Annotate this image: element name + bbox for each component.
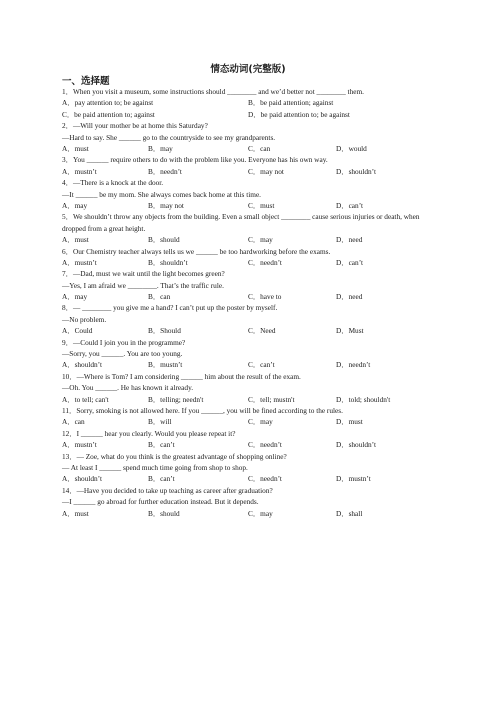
answer-option[interactable]: C．tell; mustn't xyxy=(248,394,295,404)
answer-option[interactable]: C．needn’t xyxy=(248,474,282,484)
options-row xyxy=(62,234,422,245)
answer-option[interactable]: A．must xyxy=(62,235,89,245)
question-stem: 6．Our Chemistry teacher always tells us we ______ be too hardworking before the exams. xyxy=(62,246,331,256)
answer-option[interactable]: A．pay attention to; be against xyxy=(62,98,154,108)
question-item xyxy=(62,177,422,211)
answer-option[interactable]: D．must xyxy=(336,417,363,427)
answer-option[interactable]: B．telling; needn't xyxy=(148,394,204,404)
answer-option[interactable]: B．can xyxy=(148,292,171,302)
question-item xyxy=(62,211,422,245)
answer-option[interactable]: A．to tell; can't xyxy=(62,394,109,404)
answer-option[interactable]: C．can’t xyxy=(248,360,275,370)
question-stem: 1．When you visit a museum, some instructions should ________ and we’d better not ________ them. xyxy=(62,87,364,96)
answer-option[interactable]: D．be paid attention to; be against xyxy=(248,109,350,119)
answer-option[interactable]: B．may xyxy=(148,143,173,153)
options-row xyxy=(62,109,422,120)
answer-option[interactable]: A．must xyxy=(62,143,89,153)
question-dialogue-line: —I ______ go abroad for further education instead. But it depends. xyxy=(62,497,259,507)
answer-option[interactable]: A．mustn’t xyxy=(62,440,97,450)
answer-option[interactable]: D．can’t xyxy=(336,257,364,267)
options-row xyxy=(62,257,422,268)
answer-option[interactable]: C．Need xyxy=(248,326,276,336)
answer-option[interactable]: B．may not xyxy=(148,200,184,210)
answer-option[interactable]: A．mustn’t xyxy=(62,257,97,267)
question-dialogue-line: —Sorry, you ______. You are too young. xyxy=(62,349,183,359)
answer-option[interactable]: D．can’t xyxy=(336,200,364,210)
options-row xyxy=(62,325,422,336)
answer-option[interactable]: D．mustn’t xyxy=(336,474,371,484)
question-stem: 12．I ______ hear you clearly. Would you please repeat it? xyxy=(62,428,236,438)
question-stem: 5．We shouldn’t throw any objects from the building. Even a small object ________ cause serious injuries or death, when dropped from a great height. xyxy=(62,212,420,233)
answer-option[interactable]: D．told; shouldn't xyxy=(336,394,391,404)
question-dialogue-line: —Oh. You ______. He has known it already. xyxy=(62,383,194,393)
question-stem: 10．—Where is Tom? I am considering ______ him about the result of the exam. xyxy=(62,371,301,381)
answer-option[interactable]: C．may xyxy=(248,508,273,518)
options-row xyxy=(62,473,422,484)
answer-option[interactable]: A．must xyxy=(62,508,89,518)
answer-option[interactable]: B．can’t xyxy=(148,474,175,484)
answer-option[interactable]: D．shall xyxy=(336,508,363,518)
answer-option[interactable]: A．shouldn’t xyxy=(62,474,103,484)
options-row xyxy=(62,143,422,154)
answer-option[interactable]: B．should xyxy=(148,235,180,245)
question-item xyxy=(62,154,422,177)
question-stem: 13．— Zoe, what do you think is the greatest advantage of shopping online? xyxy=(62,451,287,461)
answer-option[interactable]: B．mustn’t xyxy=(148,360,183,370)
answer-option[interactable]: C．can xyxy=(248,143,271,153)
options-row xyxy=(62,394,422,405)
answer-option[interactable]: C．may xyxy=(248,235,273,245)
question-dialogue-line: — At least I ______ spend much time going from shop to shop. xyxy=(62,462,248,472)
question-stem: 3．You ______ require others to do with the problem like you. Everyone has his own way. xyxy=(62,155,328,165)
answer-option[interactable]: D．Must xyxy=(336,326,364,336)
question-item xyxy=(62,371,422,405)
answer-option[interactable]: C．be paid attention to; against xyxy=(62,109,155,119)
answer-option[interactable]: B．can’t xyxy=(148,440,175,450)
page-title: 情态动词(完整版) xyxy=(210,64,286,75)
answer-option[interactable]: A．may xyxy=(62,292,88,302)
options-row xyxy=(62,97,422,108)
question-item xyxy=(62,405,422,428)
question-stem: 14．—Have you decided to take up teaching as career after graduation? xyxy=(62,485,273,495)
answer-option[interactable]: B．needn’t xyxy=(148,166,182,176)
question-item xyxy=(62,337,422,371)
options-row xyxy=(62,439,422,450)
answer-option[interactable]: C．must xyxy=(248,200,275,210)
question-stem: 2．—Will your mother be at home this Saturday? xyxy=(62,121,208,131)
answer-option[interactable]: B．shouldn’t xyxy=(148,257,188,267)
answer-option[interactable]: B．will xyxy=(148,417,172,427)
answer-option[interactable]: A．may xyxy=(62,200,88,210)
question-item xyxy=(62,451,422,485)
options-row xyxy=(62,166,422,177)
question-item xyxy=(62,302,422,336)
answer-option[interactable]: C．may not xyxy=(248,166,284,176)
question-item xyxy=(62,120,422,154)
question-item xyxy=(62,86,422,120)
question-item xyxy=(62,268,422,302)
question-dialogue-line: —It ______ be my mom. She always comes back home at this time. xyxy=(62,189,262,199)
answer-option[interactable]: D．need xyxy=(336,235,363,245)
question-dialogue-line: —Hard to say. She ______ go to the countryside to see my grandparents. xyxy=(62,132,276,142)
question-dialogue-line: —No problem. xyxy=(62,314,107,324)
answer-option[interactable]: A．mustn’t xyxy=(62,166,97,176)
answer-option[interactable]: B．be paid attention; against xyxy=(248,98,334,108)
answer-option[interactable]: A．shouldn’t xyxy=(62,360,103,370)
options-row xyxy=(62,200,422,211)
answer-option[interactable]: A．can xyxy=(62,417,85,427)
answer-option[interactable]: B．should xyxy=(148,508,180,518)
answer-option[interactable]: C．needn’t xyxy=(248,440,282,450)
answer-option[interactable]: D．need xyxy=(336,292,363,302)
answer-option[interactable]: D．shouldn’t xyxy=(336,440,377,450)
answer-option[interactable]: C．may xyxy=(248,417,273,427)
options-row xyxy=(62,291,422,302)
answer-option[interactable]: B．Should xyxy=(148,326,181,336)
question-dialogue-line: —Yes, I am afraid we ________. That’s the traffic rule. xyxy=(62,280,224,290)
answer-option[interactable]: C．have to xyxy=(248,292,282,302)
question-stem: 9．—Could I join you in the programme? xyxy=(62,337,186,347)
answer-option[interactable]: D．needn’t xyxy=(336,360,371,370)
question-stem: 11．Sorry, smoking is not allowed here. If you ______, you will be fined according to the rules. xyxy=(62,405,343,415)
question-item xyxy=(62,485,422,519)
question-item xyxy=(62,428,422,451)
section-heading: 一、选择题 xyxy=(62,76,110,87)
question-stem: 8．— ________ you give me a hand? I can’t put up the poster by myself. xyxy=(62,303,278,313)
answer-option[interactable]: A．Could xyxy=(62,326,93,336)
question-stem: 4．—There is a knock at the door. xyxy=(62,178,164,188)
options-row xyxy=(62,359,422,370)
options-row xyxy=(62,416,422,427)
question-item xyxy=(62,246,422,269)
question-list xyxy=(62,86,422,519)
answer-option[interactable]: C．needn’t xyxy=(248,257,282,267)
answer-option[interactable]: D．shouldn’t xyxy=(336,166,377,176)
options-row xyxy=(62,508,422,519)
answer-option[interactable]: D．would xyxy=(336,143,367,153)
question-stem: 7．—Dad, must we wait until the light becomes green? xyxy=(62,269,225,279)
